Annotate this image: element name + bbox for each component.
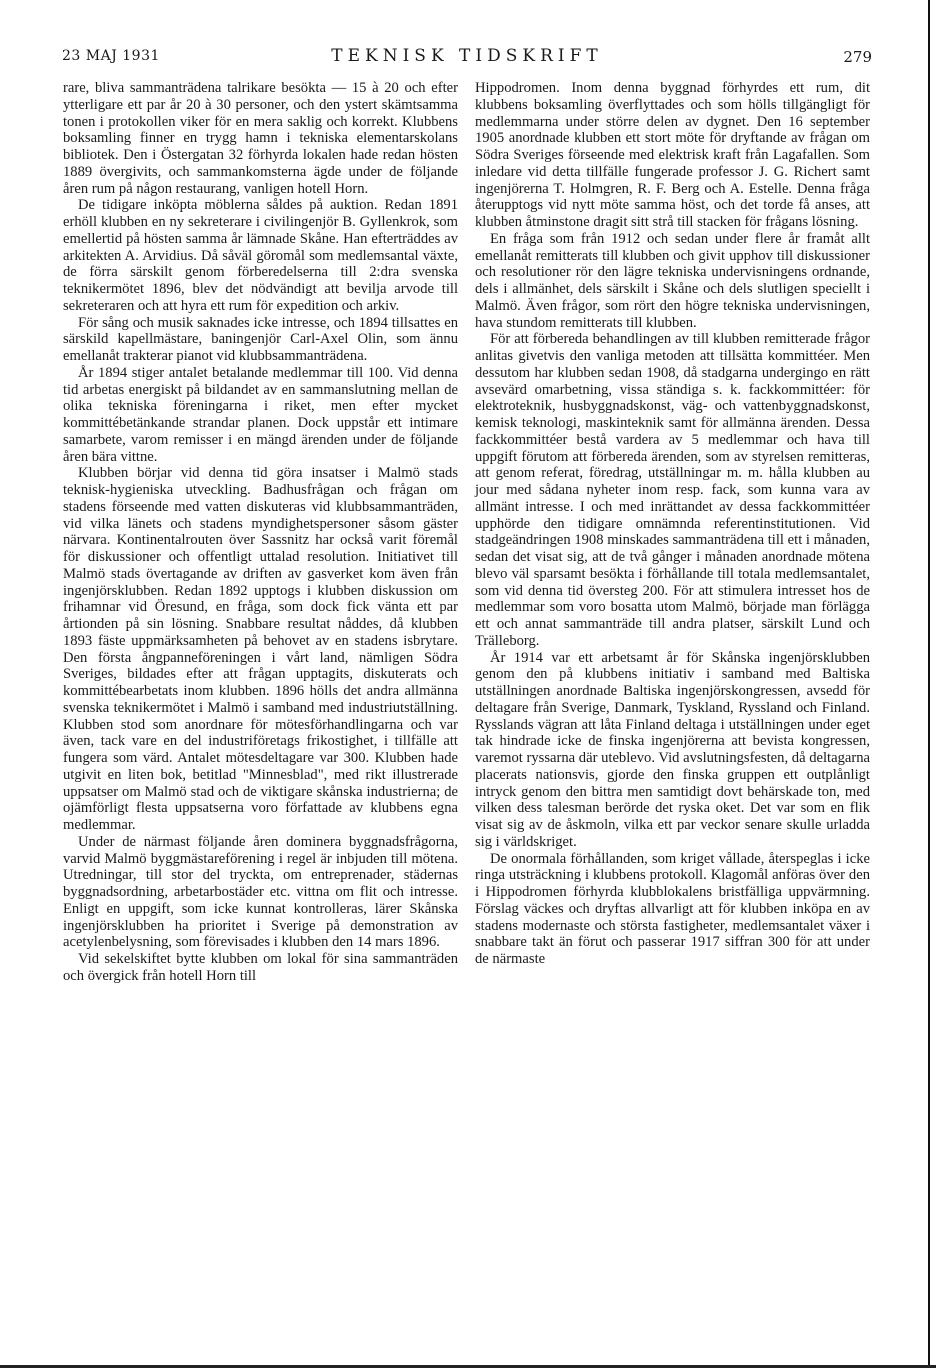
left-column	[63, 80, 458, 985]
paragraph: rare, bliva sammanträdena talrikare besökta — 15 à 20 och efter ytterligare ett par år 20 à 30 personer, och den ystert skämtsamma tonen i protokollen viker för en mera saklig och korrekt. Klubbens boksamling finner en trygg hamn i tekniska elementarskolans bibliotek. Den i Östergatan 32 förhyrda lokalen hade redan hösten 1889 övergivits, och sammankomsterna ägde under de följande åren rum på någon restaurang, vanligen hotell Horn.	[63, 80, 458, 197]
journal-title: TEKNISK TIDSKRIFT	[331, 46, 603, 66]
paragraph: Klubben börjar vid denna tid göra insatser i Malmö stads teknisk-hygieniska utveckling. Badhusfrågan och frågan om stadens förseende med vatten diskuteras vid klubbsammanträden, vid vilka länets och stadens myndighetspersoner såsom gäster närvara. Kontinentalrouten över Sassnitz har också varit föremål för diskussioner och offentligt uttalad resolution. Initiativet till Malmö stads övertagande av driften av gasverket kom även från ingenjörsklubben. Redan 1892 upptogs i klubben diskussion om frihamnar vid Öresund, en fråga, som dock fick vänta ett par årtionden på sin lösning. Snabbare resultat nåddes, då klubben 1893 fäste uppmärksamheten på behovet av en stadens isbrytare. Den första ångpanneföreningen i vårt land, nämligen Södra Sveriges, bildades efter att frågan upptagits, diskuterats och kommittébearbetats inom klubben. 1896 hölls det andra allmänna svenska teknikermötet i Malmö i samband med industriutställning. Klubben stod som anordnare för mötesförhandlingarna och var även, tack vare en del industriföretags frikostighet, i tillfälle att fungera som värd. Antalet mötesdeltagare var 300. Klubben hade utgivit en liten bok, betitlad "Minnesblad", med rikt illustrerade uppsatser om Malmö stad och de viktigare skånska industrierna; de ojämförligt flesta uppsatserna voro författade av klubbens egna medlemmar.	[63, 465, 458, 833]
page-number: 279	[843, 48, 872, 66]
paragraph: Under de närmast följande åren dominera byggnadsfrågorna, varvid Malmö byggmästareförening i regel är inbjuden till mötena. Utredningar, till stor del tryckta, om entreprenader, städernas byggnadsordning, arbetarbostäder etc. vittna om flit och intresse. Enligt en uppgift, som icke kunnat kontrolleras, lärer Skånska ingenjörsklubben ha prioritet i Sverige på demonstration av acetylenbelysning, som förevisades i klubben den 14 mars 1896.	[63, 833, 458, 951]
paragraph: År 1894 stiger antalet betalande medlemmar till 100. Vid denna tid arbetas energiskt på bildandet av en sammanslutning mellan de olika tekniska föreningarna i riket, men efter mycket kommittébetänkande strandar planen. Dock uppstår ett intimare samarbete, varom remisser i en mängd ärenden under de följande åren bära vittne.	[63, 364, 458, 465]
paragraph: För att förbereda behandlingen av till klubben remitterade frågor anlitas givetvis den vanliga metoden att tillsätta kommittéer. Men dessutom har klubben sedan 1908, då stadgarna undergingo en rätt avsevärd omarbetning, vissa ständiga s. k. fackkommittéer: för elektroteknik, husbyggnadskonst, väg- och vattenbyggnadskonst, kemisk teknologi, maskinteknik samt för allmänna ärenden. Dessa fackkommittéer bestå vardera av 5 medlemmar och hava till uppgift förutom att förbereda ärenden, som av styrelsen remitteras, att genom referat, föredrag, utställningar m. m. hålla klubben au jour med sådana nyheter inom resp. fack, som kunna vara av allmänt intresse. I och med inrättandet av dessa fackkommittéer upphörde den tidigare omnämnda referentinstitutionen. Vid stadgeändringen 1908 minskades sammanträdena till ett i månaden, sedan det visat sig, att de två gånger i månaden anordnade mötena blevo väl sparsamt besökta i förhållande till totala medlemsantalet, som vid denna tid översteg 200. För att stimulera intresset hos de medlemmar som voro bosatta utom Malmö, började man förlägga ett och annat sammanträde till andra platser, särskilt Lund och Trälleborg.	[475, 331, 870, 649]
paragraph: Hippodromen. Inom denna byggnad förhyrdes ett rum, dit klubbens boksamling överflyttades och som hölls tillgängligt för medlemmarna under större delen av dygnet. Den 16 september 1905 anordnade klubben ett stort möte för dryftande av frågan om Södra Sveriges förseende med elektrisk kraft från Lagafallen. Som inledare vid detta tillfälle fungerade professor J. G. Richert samt ingenjörerna T. Holmgren, R. F. Berg och A. Estelle. Denna fråga återupptogs vid nytt möte samma höst, och det torde få anses, att klubben åtminstone dragit sitt strå till stacken för frågans lösning.	[475, 80, 870, 230]
paragraph: De tidigare inköpta möblerna såldes på auktion. Redan 1891 erhöll klubben en ny sekreterare i civilingenjör B. Gyllenkrok, som emellertid på hösten samma år lämnade Skåne. Han efterträddes av arkitekten A. Arvidius. Då såväl göromål som medlemsantal växte, de förra särskilt genom förberedelserna till 2:dra svenska teknikermötet 1896, blev det nödvändigt att bevilja arvode till sekreteraren och att hyra ett rum för expedition och arkiv.	[63, 197, 458, 314]
paragraph: Vid sekelskiftet bytte klubben om lokal för sina sammanträden och övergick från hotell Horn till	[63, 951, 458, 984]
paragraph: De onormala förhållanden, som kriget vållade, återspeglas i icke ringa utsträckning i klubbens protokoll. Klagomål anföras över den i Hippodromen förhyrda klubblokalens bristfälliga uppvärmning. Förslag väckes och dryftas allvarligt att för klubben inköpa en av stadens modernaste och största fastigheter, medlemsantalet växer i snabbare takt än förut och passerar 1917 siffran 300 för att under de närmaste	[475, 850, 870, 967]
issue-date: 23 MAJ 1931	[62, 48, 160, 64]
scan-edge-right	[928, 0, 930, 1368]
paragraph: En fråga som från 1912 och sedan under flere år framåt allt emellanåt remitterats till klubben och givit upphov till diskussioner och resolutioner rör den lägre tekniska undervisningens ordnande, dels i allmänhet, dels särskilt i Skåne och dels slutligen speciellt i Malmö. Även frågor, som rört den högre tekniska undervisningen, hava stundom remitterats till klubben.	[475, 230, 870, 331]
right-column	[475, 80, 870, 968]
paragraph: För sång och musik saknades icke intresse, och 1894 tillsattes en särskild kapellmästare, baningenjör Carl-Axel Olin, som ännu emellanåt trakterar pianot vid klubbsammanträdena.	[63, 314, 458, 364]
paragraph: År 1914 var ett arbetsamt år för Skånska ingenjörsklubben genom den på klubbens initiativ i samband med Baltiska utställningen anordnade Baltiska ingenjörskongressen, avsedd för deltagare från Sverige, Danmark, Tyskland, Ryssland och Finland. Rysslands vägran att låta Finland deltaga i utställningen under eget tak hindrade icke de finska ingenjörerna att bevista kongressen, varemot ryssarna där uteblevo. Vid avslutningsfesten, då deltagarna placerats nationsvis, gjorde den finska gruppen ett outplånligt intryck genom den bittra men samtidigt dovt behärskade ton, med vilken dess talesman berörde det ryska oket. Det var som en flik visat sig av de åskmoln, vilka ett par veckor senare skulle urladda sig i världskriget.	[475, 649, 870, 850]
page-header	[62, 46, 872, 72]
